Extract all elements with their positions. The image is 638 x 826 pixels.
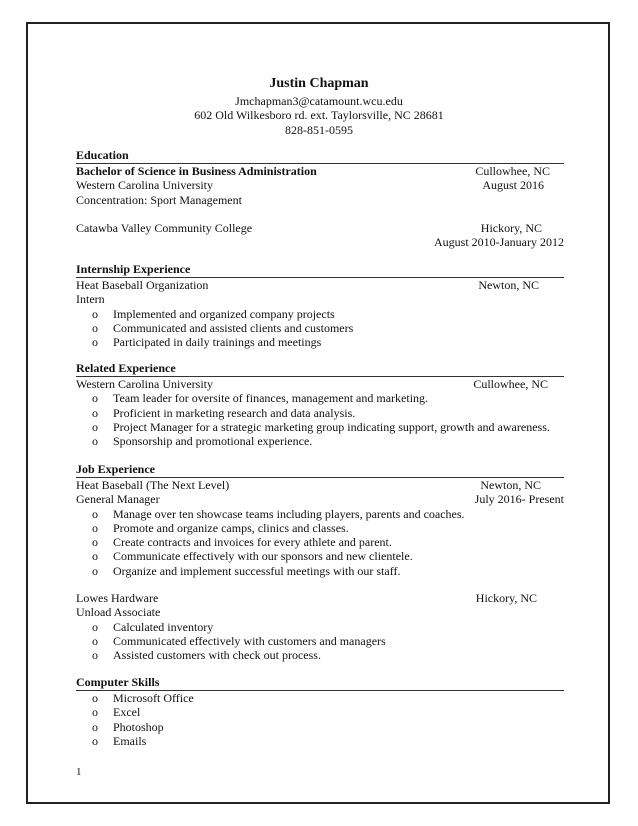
bullet-marker: o bbox=[92, 719, 98, 734]
bullet-marker: o bbox=[92, 419, 98, 434]
section-title-education: Education bbox=[76, 148, 564, 164]
section-title-computer-skills: Computer Skills bbox=[76, 675, 564, 691]
bullet-marker: o bbox=[92, 306, 98, 321]
location: Newton, NC bbox=[480, 478, 541, 492]
list-item: o Communicate effectively with our sponsors and new clientele. bbox=[92, 549, 413, 564]
related-bullets bbox=[76, 391, 564, 448]
bullet-marker: o bbox=[92, 633, 98, 648]
bullet-marker: o bbox=[92, 535, 98, 550]
section-title-related: Related Experience bbox=[76, 361, 564, 377]
list-item: o Assisted customers with check out process. bbox=[92, 648, 321, 663]
bullet-marker: o bbox=[92, 619, 98, 634]
bullet-marker: o bbox=[92, 691, 98, 705]
job2-org-row bbox=[76, 591, 564, 605]
list-item: o Proficient in marketing research and data analysis. bbox=[92, 405, 356, 420]
list-item: o Implemented and organized company projects bbox=[92, 306, 335, 321]
concentration: Concentration: Sport Management bbox=[76, 192, 242, 207]
role: General Manager bbox=[76, 492, 160, 507]
job-section bbox=[76, 462, 564, 663]
role: Unload Associate bbox=[76, 605, 161, 620]
job2-role-row bbox=[76, 605, 564, 619]
location: Cullowhee, NC bbox=[473, 377, 548, 391]
bullet-marker: o bbox=[92, 405, 98, 420]
bullet-marker: o bbox=[92, 648, 98, 663]
page-number: 1 bbox=[76, 766, 82, 778]
bullet-marker: o bbox=[92, 335, 98, 350]
school-location: Hickory, NC bbox=[480, 220, 542, 235]
concentration-row bbox=[76, 193, 564, 207]
bullet-marker: o bbox=[92, 563, 98, 578]
role: Intern bbox=[76, 292, 105, 307]
list-item: o Calculated inventory bbox=[92, 619, 214, 634]
internship-section bbox=[76, 262, 564, 349]
bullet-marker: o bbox=[92, 320, 98, 335]
list-item: o Microsoft Office bbox=[92, 691, 194, 705]
bullet-marker: o bbox=[92, 520, 98, 535]
list-item: o Manage over ten showcase teams including players, parents and coaches. bbox=[92, 506, 465, 521]
organization: Heat Baseball Organization bbox=[76, 278, 209, 292]
job1-org-row bbox=[76, 478, 564, 492]
location: Hickory, NC bbox=[475, 591, 537, 606]
resume-name: Justin Chapman bbox=[269, 76, 369, 91]
bullet-marker: o bbox=[92, 391, 98, 406]
list-item: o Organize and implement successful meetings with our staff. bbox=[92, 563, 401, 578]
job1-role-row bbox=[76, 492, 564, 506]
list-item: o Sponsorship and promotional experience. bbox=[92, 434, 313, 449]
school-name: Western Carolina University bbox=[76, 178, 213, 193]
employment-dates: July 2016- Present bbox=[474, 492, 564, 507]
list-item: o Photoshop bbox=[92, 719, 164, 734]
school2-row bbox=[76, 221, 564, 235]
organization: Heat Baseball (The Next Level) bbox=[76, 478, 230, 492]
school-name: Catawba Valley Community College bbox=[76, 220, 253, 235]
graduation-date: August 2016 bbox=[482, 178, 544, 193]
contact-email: Jmchapman3@catamount.wcu.edu bbox=[235, 94, 403, 108]
list-item: o Communicated effectively with customers and managers bbox=[92, 633, 386, 648]
bullet-marker: o bbox=[92, 733, 98, 748]
list-item: o Emails bbox=[92, 733, 147, 748]
list-item: o Promote and organize camps, clinics and classes. bbox=[92, 520, 349, 535]
degree: Bachelor of Science in Business Administration bbox=[76, 164, 317, 178]
related-org-row bbox=[76, 377, 564, 391]
degree-row bbox=[76, 164, 564, 178]
job2-bullets bbox=[76, 620, 564, 663]
school1-row bbox=[76, 178, 564, 192]
degree-location: Cullowhee, NC bbox=[475, 164, 550, 178]
computer-skills-bullets bbox=[76, 691, 564, 748]
bullet-marker: o bbox=[92, 434, 98, 449]
section-title-internship: Internship Experience bbox=[76, 262, 564, 278]
organization: Western Carolina University bbox=[76, 377, 213, 391]
list-item: o Project Manager for a strategic marketing group indicating support, growth and awareness. bbox=[92, 419, 550, 434]
internship-role-row bbox=[76, 292, 564, 306]
school2-date-row bbox=[76, 235, 564, 249]
section-title-job: Job Experience bbox=[76, 462, 564, 478]
contact-address: 602 Old Wilkesboro rd. ext. Taylorsville, NC 28681 bbox=[194, 108, 444, 122]
list-item: o Participated in daily trainings and meetings bbox=[92, 335, 322, 350]
list-item: o Communicated and assisted clients and customers bbox=[92, 320, 354, 335]
list-item: o Team leader for oversite of finances, management and marketing. bbox=[92, 391, 429, 406]
bullet-marker: o bbox=[92, 506, 98, 521]
related-section bbox=[76, 361, 564, 448]
location: Newton, NC bbox=[478, 278, 539, 292]
attendance-dates: August 2010-January 2012 bbox=[434, 235, 564, 250]
education-section bbox=[76, 148, 564, 249]
organization: Lowes Hardware bbox=[76, 591, 159, 606]
contact-phone: 828-851-0595 bbox=[285, 123, 353, 137]
bullet-marker: o bbox=[92, 705, 98, 720]
list-item: o Excel bbox=[92, 705, 141, 720]
computer-skills-section bbox=[76, 675, 564, 748]
job1-bullets bbox=[76, 507, 564, 578]
internship-org-row bbox=[76, 278, 564, 292]
bullet-marker: o bbox=[92, 549, 98, 564]
internship-bullets bbox=[76, 307, 564, 350]
list-item: o Create contracts and invoices for every athlete and parent. bbox=[92, 535, 392, 550]
